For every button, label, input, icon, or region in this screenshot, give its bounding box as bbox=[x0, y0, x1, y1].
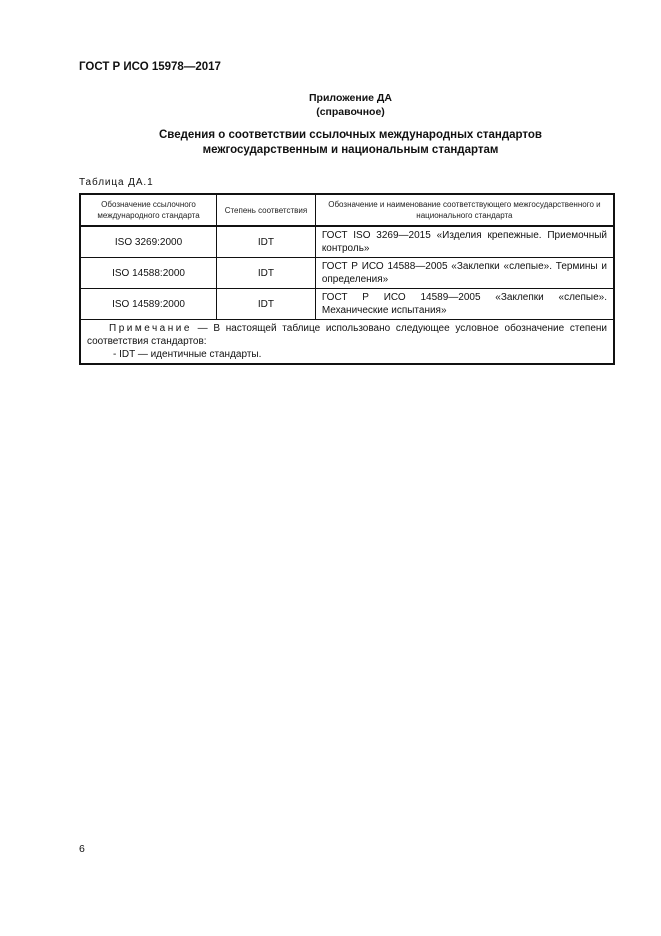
column-header-national-standard: Обозначение и наименование соответствующего межгосударственного и национального стандарта bbox=[315, 194, 614, 226]
note-text bbox=[87, 322, 607, 348]
cell-reference-standard: ISO 3269:2000 bbox=[80, 226, 217, 258]
document-code: ГОСТ Р ИСО 15978—2017 bbox=[79, 61, 221, 73]
table-note-row bbox=[80, 320, 614, 365]
cell-degree: IDT bbox=[217, 226, 316, 258]
section-heading-line-1: Сведения о соответствии ссылочных международных стандартов bbox=[158, 129, 542, 141]
appendix-subtitle: (справочное) bbox=[316, 106, 385, 118]
section-heading-line-2: межгосударственным и национальным стандартам bbox=[202, 144, 499, 156]
column-header-degree: Степень соответствия bbox=[217, 194, 316, 226]
cell-national-standard: ГОСТ ISO 3269—2015 «Изделия крепежные. Приемочный контроль» bbox=[315, 226, 614, 258]
cell-national-standard: ГОСТ Р ИСО 14588—2005 «Заклепки «слепые». Термины и определения» bbox=[315, 258, 614, 289]
table-note bbox=[80, 320, 614, 365]
cell-degree: IDT bbox=[217, 289, 316, 320]
note-bullet: - IDT — идентичные стандарты. bbox=[113, 349, 262, 360]
page-number: 6 bbox=[79, 843, 85, 855]
table-row bbox=[80, 226, 614, 258]
table-row bbox=[80, 289, 614, 320]
appendix-title: Приложение ДА bbox=[309, 92, 392, 104]
section-heading bbox=[0, 128, 661, 158]
cell-national-standard: ГОСТ Р ИСО 14589—2005 «Заклепки «слепые». Механические испытания» bbox=[315, 289, 614, 320]
cell-reference-standard: ISO 14588:2000 bbox=[80, 258, 217, 289]
column-header-reference-standard: Обозначение ссылочного международного стандарта bbox=[80, 194, 217, 226]
table-caption: Таблица ДА.1 bbox=[79, 177, 154, 188]
note-label: Примечание bbox=[109, 323, 192, 334]
table-row bbox=[80, 258, 614, 289]
note-body: — В настоящей таблице использовано следующее условное обозначение степени соответствия стандартов: bbox=[87, 323, 607, 347]
standards-table bbox=[79, 193, 615, 365]
cell-reference-standard: ISO 14589:2000 bbox=[80, 289, 217, 320]
appendix-header bbox=[0, 91, 661, 119]
cell-degree: IDT bbox=[217, 258, 316, 289]
table-header-row bbox=[80, 194, 614, 226]
